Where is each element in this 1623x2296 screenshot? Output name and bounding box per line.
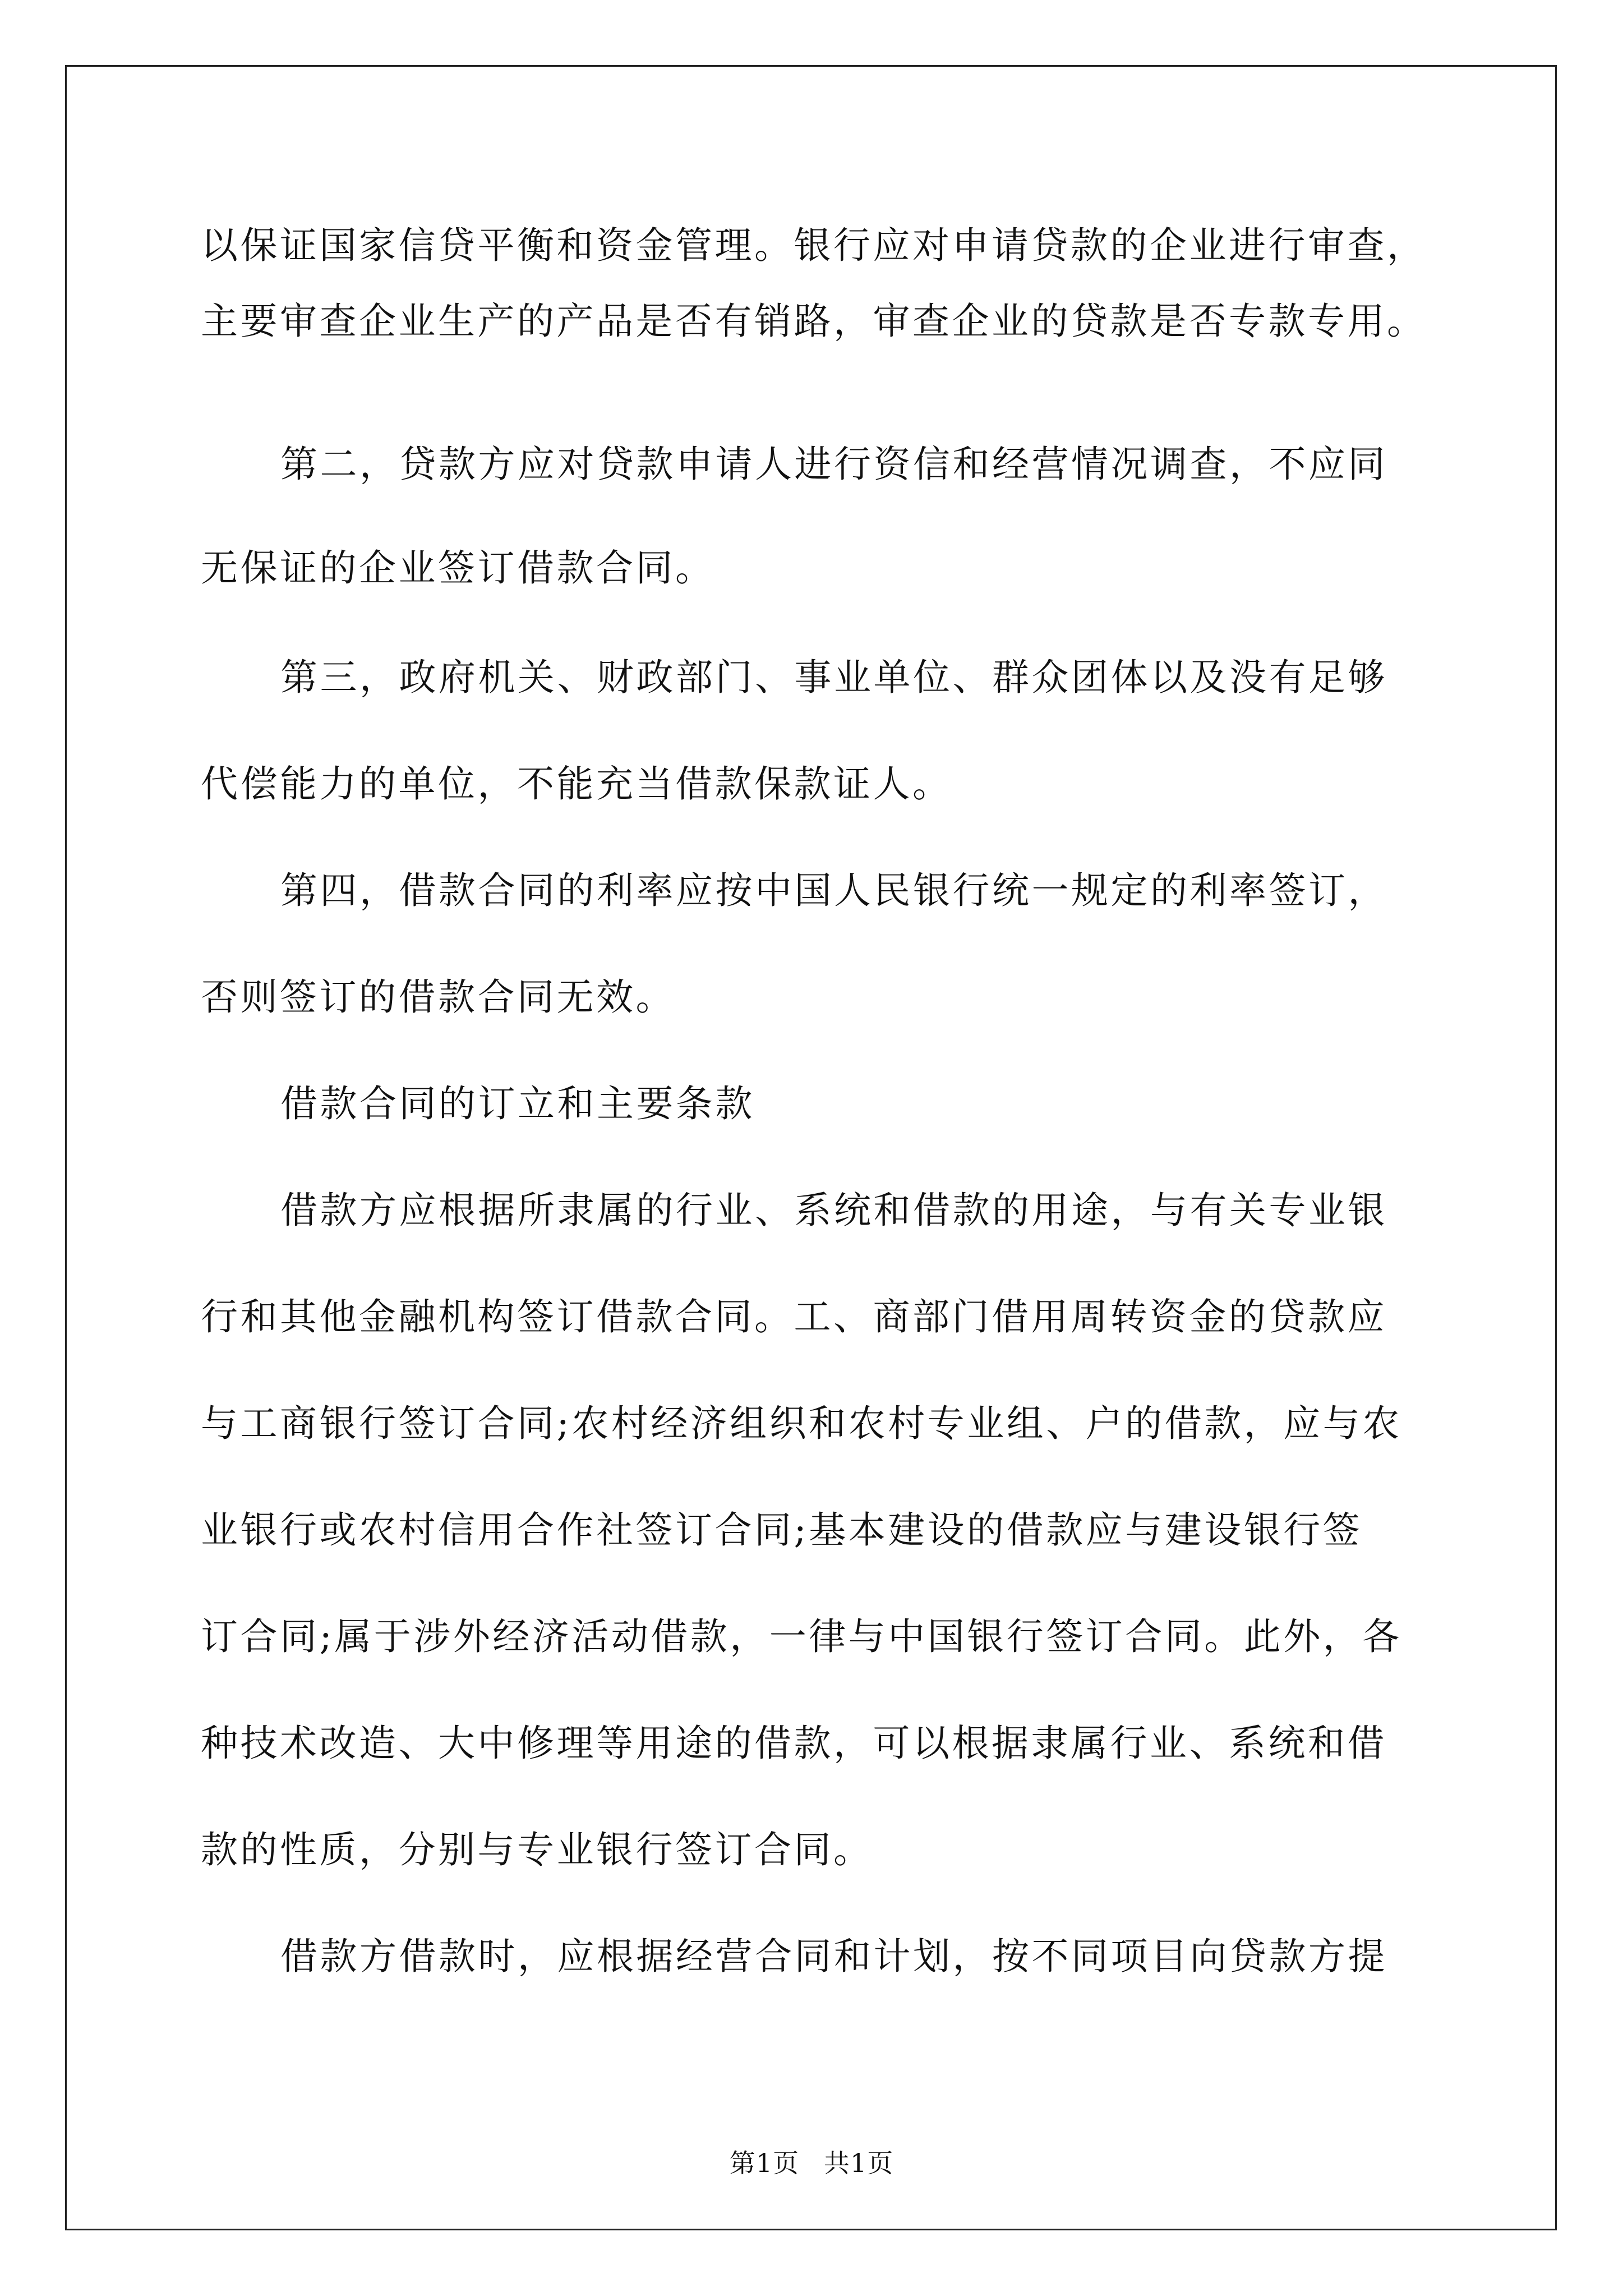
text-line: 以保证国家信贷平衡和资金管理。银行应对申请贷款的企业进行审查， — [201, 224, 1427, 267]
text-line: 行和其他金融机构签订借款合同。工、商部门借用周转资金的贷款应 — [201, 1295, 1387, 1338]
text-line: 种技术改造、大中修理等用途的借款，可以根据隶属行业、系统和借 — [201, 1722, 1387, 1765]
page-border — [65, 65, 1557, 2230]
paragraph-line: 第四，借款合同的利率应按中国人民银行统一规定的利率签订， — [280, 869, 1387, 912]
text-line: 否则签订的借款合同无效。 — [201, 976, 675, 1019]
paragraph-line: 第二，贷款方应对贷款申请人进行资信和经营情况调查，不应同 — [280, 443, 1387, 486]
paragraph-line: 借款方应根据所隶属的行业、系统和借款的用途，与有关专业银 — [280, 1189, 1387, 1232]
page-number: 第1页 — [729, 2148, 799, 2178]
text-line: 订合同;属于涉外经济活动借款，一律与中国银行签订合同。此外，各 — [201, 1615, 1402, 1658]
page-total: 共1页 — [824, 2148, 894, 2178]
text-line: 款的性质，分别与专业银行签订合同。 — [201, 1828, 873, 1871]
section-heading: 借款合同的订立和主要条款 — [280, 1082, 755, 1125]
text-line: 与工商银行签订合同;农村经济组织和农村专业组、户的借款，应与农 — [201, 1402, 1402, 1445]
text-line: 无保证的企业签订借款合同。 — [201, 546, 715, 590]
page-footer — [0, 2143, 1623, 2180]
text-line: 主要审查企业生产的产品是否有销路，审查企业的贷款是否专款专用。 — [201, 300, 1427, 343]
text-line: 代偿能力的单位，不能充当借款保款证人。 — [201, 762, 952, 806]
paragraph-line: 第三，政府机关、财政部门、事业单位、群众团体以及没有足够 — [280, 656, 1387, 699]
text-line: 业银行或农村信用合作社签订合同;基本建设的借款应与建设银行签 — [201, 1508, 1363, 1552]
paragraph-line: 借款方借款时，应根据经营合同和计划，按不同项目向贷款方提 — [280, 1935, 1387, 1978]
